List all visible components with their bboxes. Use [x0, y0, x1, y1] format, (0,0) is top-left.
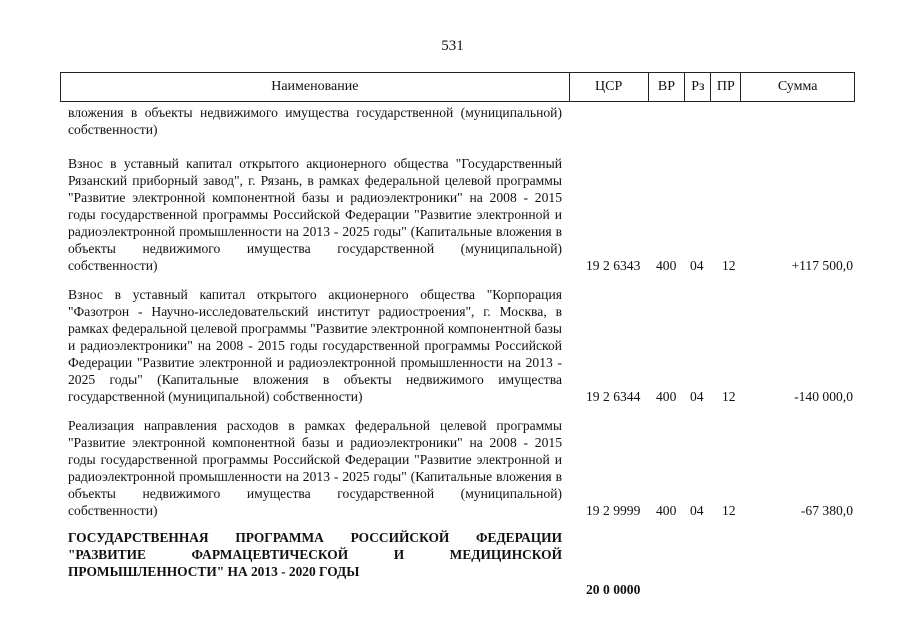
row-pr: 12: [722, 503, 736, 518]
row-sum: -140 000,0: [794, 389, 853, 404]
table-row: [0, 155, 905, 274]
table-row: [0, 529, 905, 597]
row-csr: 19 2 6344: [586, 389, 641, 404]
row-vr: 400: [656, 258, 677, 273]
header-vr: ВР: [649, 73, 686, 101]
row-rz: 04: [690, 389, 704, 404]
header-rz: Рз: [685, 73, 711, 101]
header-csr: ЦСР: [570, 73, 649, 101]
row-name: Взнос в уставный капитал открытого акционерного общества "Корпорация "Фазотрон - Научно-исследовательский институт радиостроения", г. Москва, в рамках федеральной целевой программы "Развитие электронной компонентной базы и радиоэлектроники" на 2008 - 2015 годы государственной программы Российской Федерации "Развитие электронной и радиоэлектронной промышленности на 2013 - 2025 годы" (Капитальные вложения в объекты недвижимого имущества государственной (муниципальной) собственности): [68, 287, 562, 404]
row-name: Взнос в уставный капитал открытого акционерного общества "Государственный Рязанский приборный завод", г. Рязань, в рамках федеральной целевой программы "Развитие электронной компонентной базы и радиоэлектроники" на 2008 - 2015 годы государственной программы Российской Федерации "Развитие электронной и радиоэлектронной промышленности на 2013 - 2025 годы" (Капитальные вложения в объекты недвижимого имущества государственной (муниципальной) собственности): [68, 156, 562, 273]
row-csr: 20 0 0000: [586, 582, 641, 597]
table-body: [0, 104, 905, 597]
row-vr: 400: [656, 503, 677, 518]
row-vr: 400: [656, 389, 677, 404]
header-pr: ПР: [711, 73, 741, 101]
table-header: [60, 72, 855, 102]
row-sum: -67 380,0: [800, 503, 853, 518]
header-sum: Сумма: [777, 79, 818, 94]
row-name: Реализация направления расходов в рамках федеральной целевой программы "Развитие электронной компонентной базы и радиоэлектроники" на 2008 - 2015 годы государственной программы Российской Федерации "Развитие электронной и радиоэлектронной промышленности на 2013 - 2025 годы" (Капитальные вложения в объекты недвижимого имущества государственной (муниципальной) собственности): [68, 418, 562, 518]
row-rz: 04: [690, 258, 704, 273]
row-name: вложения в объекты недвижимого имущества государственной (муниципальной) собственности): [68, 105, 562, 137]
row-sum: +117 500,0: [791, 258, 853, 273]
header-name: Наименование: [61, 73, 570, 101]
row-pr: 12: [722, 258, 736, 273]
row-rz: 04: [690, 503, 704, 518]
page-number: 531: [441, 38, 464, 54]
row-name: ГОСУДАРСТВЕННАЯ ПРОГРАММА РОССИЙСКОЙ ФЕДЕРАЦИИ "РАЗВИТИЕ ФАРМАЦЕВТИЧЕСКОЙ И МЕДИЦИНСКОЙ ПРОМЫШЛЕННОСТИ" НА 2013 - 2020 ГОДЫ: [68, 530, 562, 579]
table-row: [0, 104, 905, 138]
row-csr: 19 2 9999: [586, 503, 641, 518]
table-row: [0, 286, 905, 405]
row-pr: 12: [722, 389, 736, 404]
table-row: [0, 417, 905, 519]
row-csr: 19 2 6343: [586, 258, 641, 273]
